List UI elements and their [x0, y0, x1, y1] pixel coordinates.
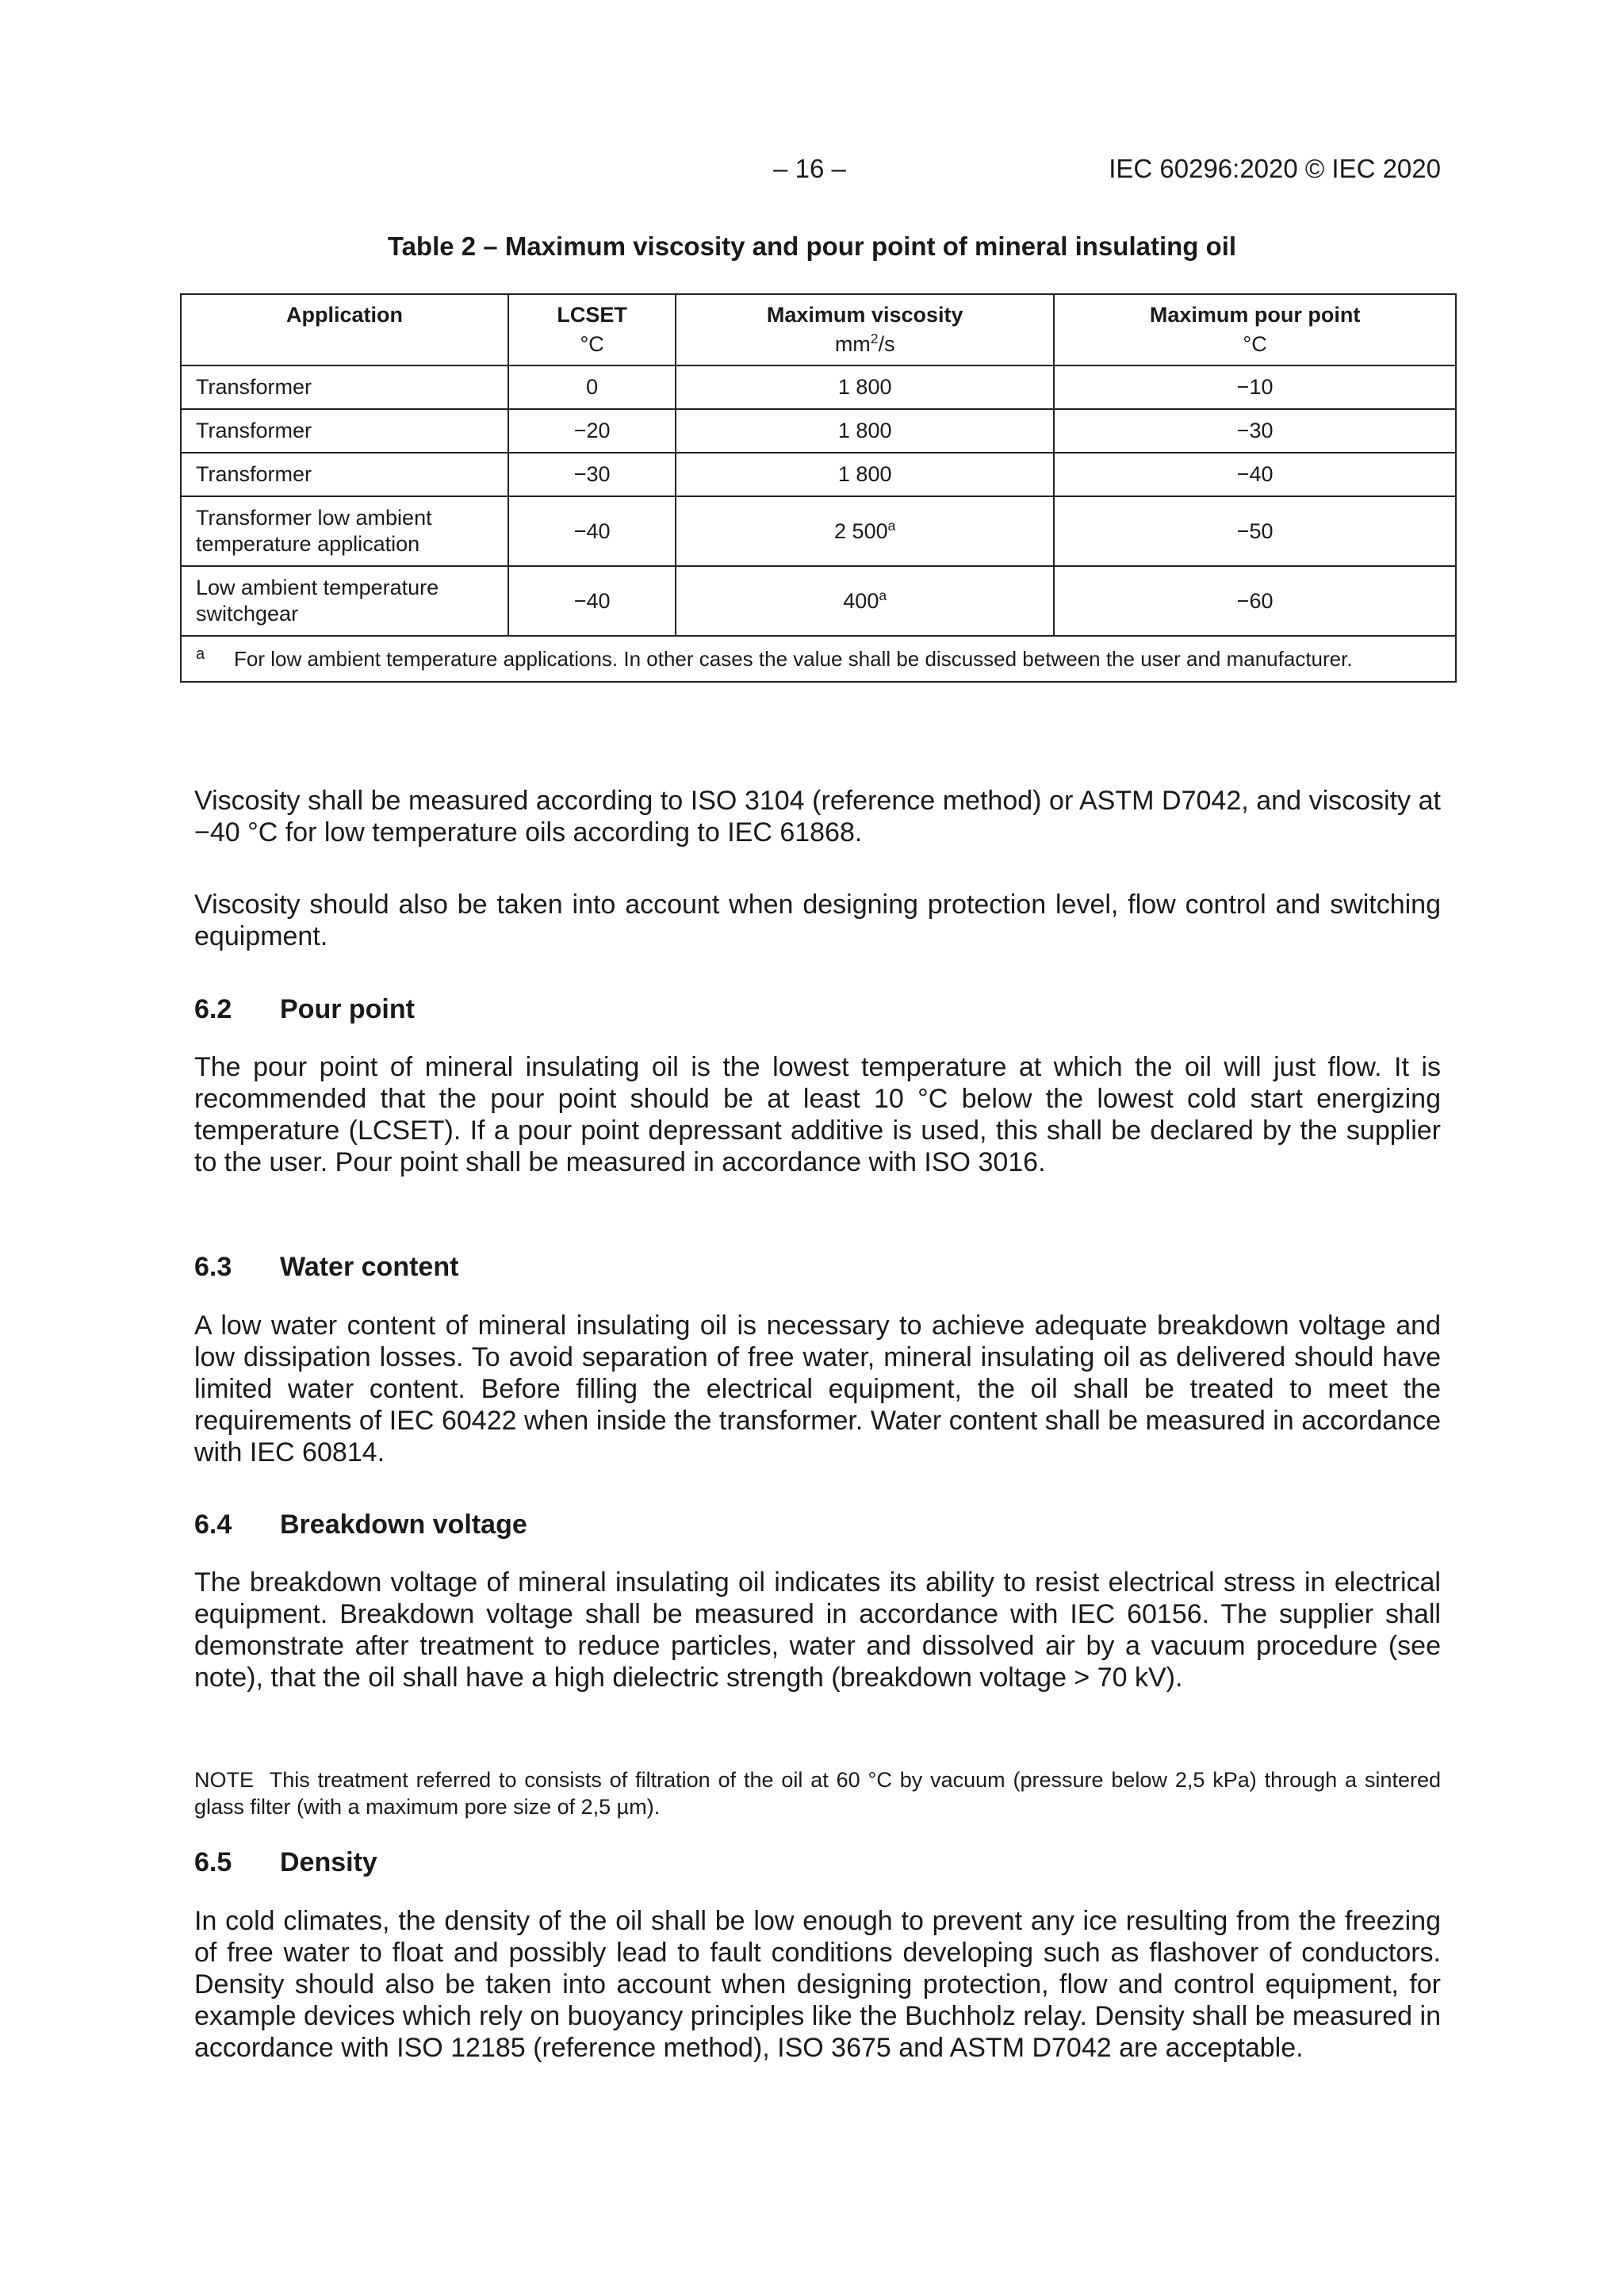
section-heading-water-content	[194, 1252, 458, 1283]
table-unit-row	[181, 332, 1456, 365]
table-footnote	[181, 636, 1456, 682]
table-row	[181, 409, 1456, 453]
unit-max-viscosity: $mm^2/s$	[676, 332, 1054, 365]
cell-viscosity: 1 800	[676, 453, 1054, 496]
cell-application: Low ambient temperature switchgear	[181, 566, 508, 636]
unit-lcset: °C	[508, 332, 676, 365]
cell-lcset: −40	[508, 496, 676, 566]
cell-application: Transformer low ambient temperature application	[181, 496, 508, 566]
cell-pour-point: −50	[1054, 496, 1456, 566]
cell-lcset: 0	[508, 365, 676, 409]
section-heading-breakdown-voltage	[194, 1510, 527, 1540]
section-number: 6.5	[194, 1847, 232, 1877]
footnote-mark: a	[196, 645, 205, 663]
table-row	[181, 566, 1456, 636]
column-header-max-viscosity: Maximum viscosity	[676, 294, 1054, 332]
paragraph-viscosity-measurement: Viscosity shall be measured according to ISO 3104 (reference method) or ASTM D7042, and viscosity at −40 °C for low temperature oils according to IEC 61868.	[194, 786, 1441, 848]
cell-application: Transformer	[181, 409, 508, 453]
note-text: This treatment referred to consists of filtration of the oil at 60 °C by vacuum (pressure below 2,5 kPa) through a sintered glass filter (with a maximum pore size of 2,5 µm).	[194, 1768, 1441, 1819]
section-title: Water content	[280, 1252, 459, 1282]
paragraph-viscosity-design: Viscosity should also be taken into account when designing protection level, flow control and switching equipment.	[194, 890, 1441, 951]
column-header-application: Application	[181, 294, 508, 332]
column-header-lcset: LCSET	[508, 294, 676, 332]
page-header	[194, 154, 1441, 189]
table-title: Table 2 – Maximum viscosity and pour point of mineral insulating oil	[387, 232, 1237, 261]
cell-pour-point: −30	[1054, 409, 1456, 453]
cell-pour-point: −10	[1054, 365, 1456, 409]
unit-max-pour-point: °C	[1054, 332, 1456, 365]
table-header-row	[181, 294, 1456, 332]
table-footnote-row	[181, 636, 1456, 682]
table-row	[181, 453, 1456, 496]
section-number: 6.2	[194, 994, 232, 1024]
cell-lcset: −30	[508, 453, 676, 496]
column-header-max-pour-point: Maximum pour point	[1054, 294, 1456, 332]
paragraph-water-content: A low water content of mineral insulating oil is necessary to achieve adequate breakdown voltage and low dissipation losses. To avoid separation of free water, mineral insulating oil as delivered should have limited water content. Before filling the electrical equipment, the oil shall be treated to meet the requirements of IEC 60422 when inside the transformer. Water content shall be measured in accordance with IEC 60814.	[194, 1311, 1441, 1468]
unit-application	[181, 332, 508, 365]
cell-pour-point: −60	[1054, 566, 1456, 636]
table-row	[181, 496, 1456, 566]
paragraph-pour-point: The pour point of mineral insulating oil is the lowest temperature at which the oil will just flow. It is recommended that the pour point should be at least 10 °C below the lowest cold start energizing temperature (LCSET). If a pour point depressant additive is used, this shall be declared by the supplier to the user. Pour point shall be measured in accordance with ISO 3016.	[194, 1052, 1441, 1177]
section-title: Breakdown voltage	[280, 1510, 527, 1540]
cell-viscosity: 2 500$^a$	[676, 496, 1054, 566]
footnote-text: For low ambient temperature applications. In other cases the value shall be discussed between the user and manufacturer.	[234, 647, 1353, 671]
cell-viscosity: 1 800	[676, 409, 1054, 453]
paragraph-density: In cold climates, the density of the oil shall be low enough to prevent any ice resulting from the freezing of free water to float and possibly lead to fault conditions developing such as flashover of conductors. Density should also be taken into account when designing protection, flow and control equipment, for example devices which rely on buoyancy principles like the Buchholz relay. Density shall be measured in accordance with ISO 12185 (reference method), ISO 3675 and ASTM D7042 are acceptable.	[194, 1906, 1441, 2063]
cell-viscosity: 1 800	[676, 365, 1054, 409]
cell-application: Transformer	[181, 365, 508, 409]
cell-pour-point: −40	[1054, 453, 1456, 496]
cell-viscosity: 400$^a$	[676, 566, 1054, 636]
cell-lcset: −40	[508, 566, 676, 636]
section-number: 6.4	[194, 1510, 232, 1540]
paragraph-breakdown-voltage: The breakdown voltage of mineral insulating oil indicates its ability to resist electrical stress in electrical equipment. Breakdown voltage shall be measured in accordance with IEC 60156. The supplier shall demonstrate after treatment to reduce particles, water and dissolved air by a vacuum procedure (see note), that the oil shall have a high dielectric strength (breakdown voltage > 70 kV).	[194, 1567, 1441, 1693]
section-heading-density	[194, 1847, 377, 1878]
note-label: NOTE	[194, 1768, 255, 1792]
section-title: Density	[280, 1847, 377, 1877]
section-title: Pour point	[280, 994, 415, 1024]
cell-application: Transformer	[181, 453, 508, 496]
section-heading-pour-point	[194, 994, 415, 1025]
table-row	[181, 365, 1456, 409]
document-reference: IEC 60296:2020 © IEC 2020	[1109, 154, 1441, 183]
cell-lcset: −20	[508, 409, 676, 453]
page-number: – 16 –	[773, 154, 846, 183]
viscosity-pour-point-table	[180, 293, 1457, 683]
note-treatment	[194, 1766, 1441, 1820]
section-number: 6.3	[194, 1252, 232, 1282]
